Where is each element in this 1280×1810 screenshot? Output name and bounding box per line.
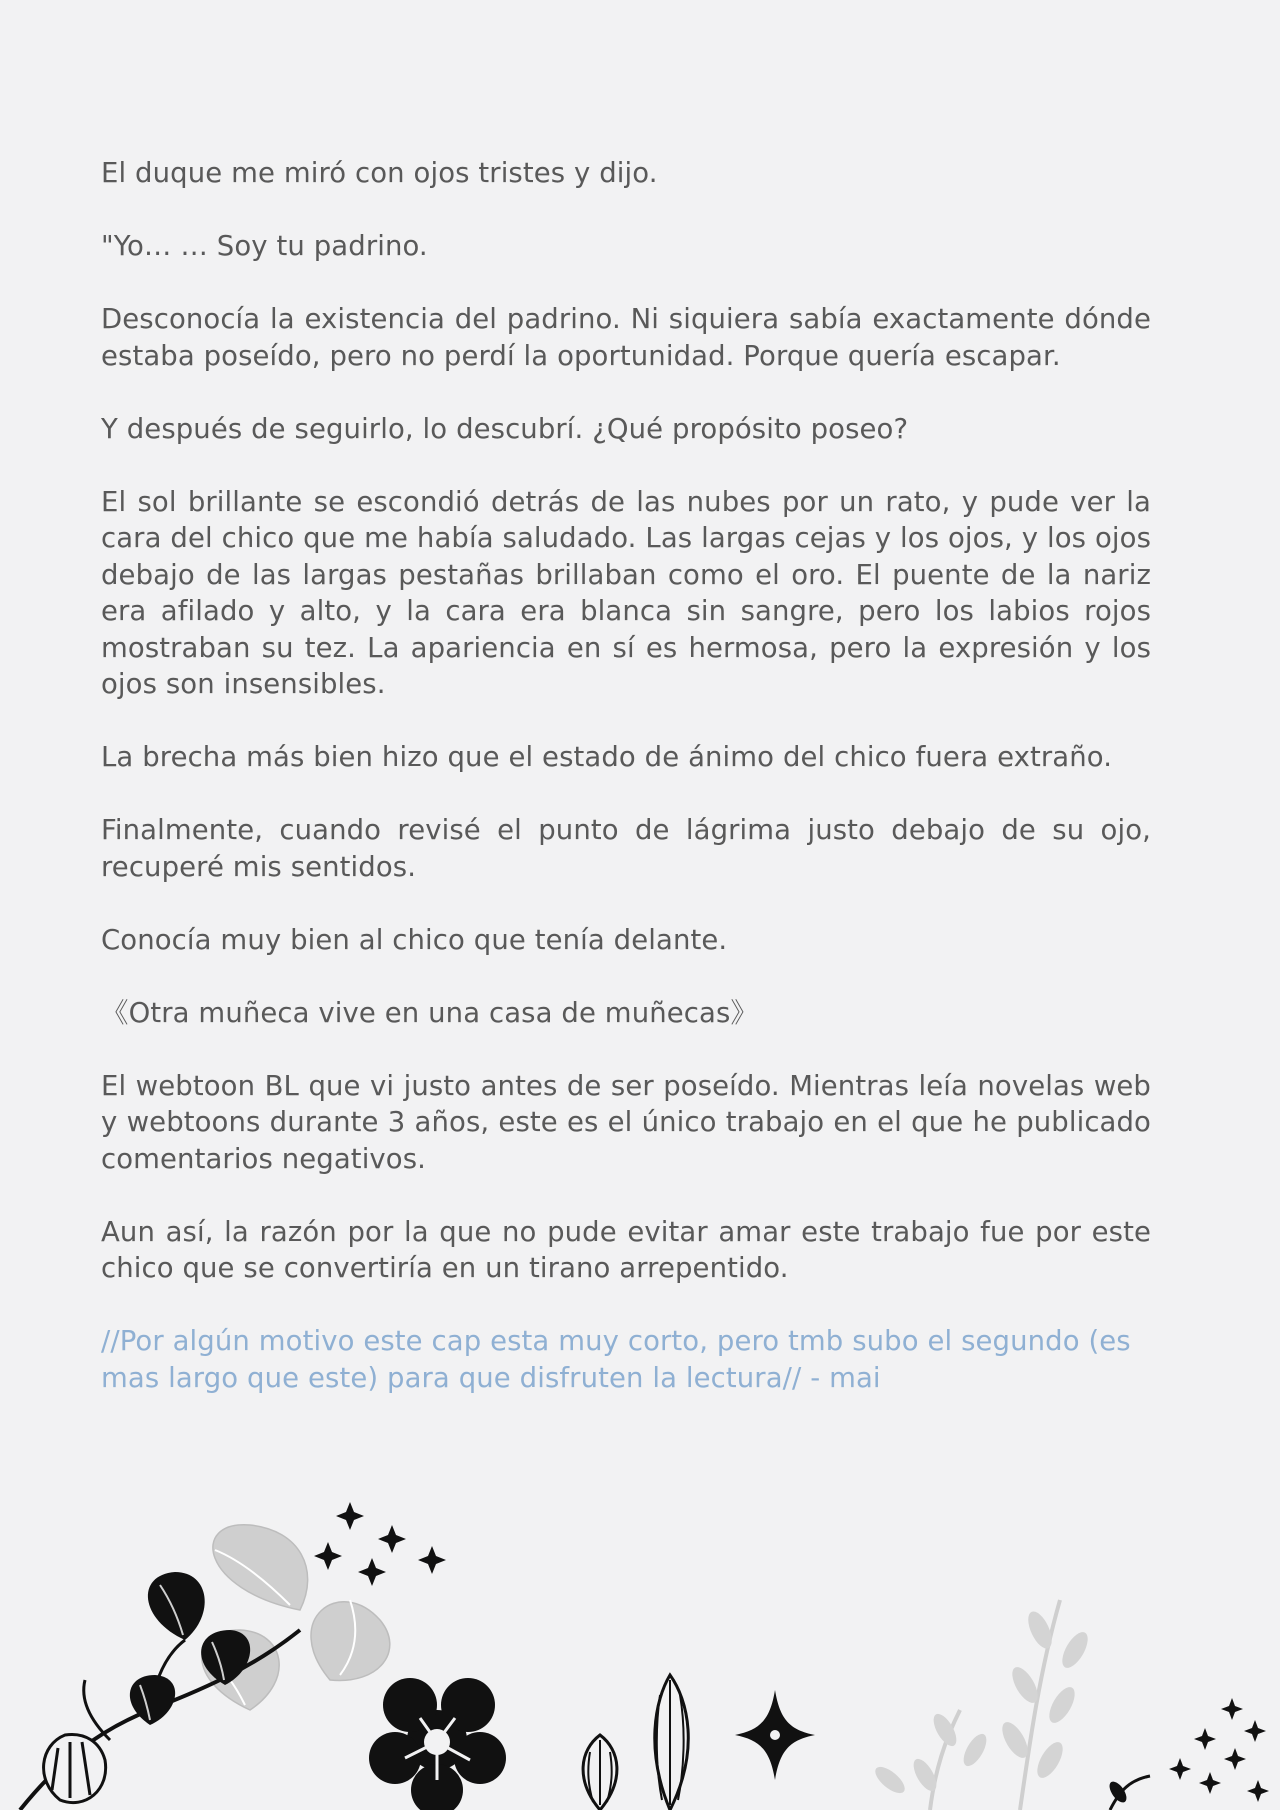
- paragraph-1: El duque me miró con ojos tristes y dijo.: [101, 157, 658, 189]
- paragraph-5: El sol brillante se escondió detrás de las nubes por un rato, y pude ver la cara del chico que me había saludado. Las largas cejas y los ojos, y los ojos debajo de las largas pestañas brillaban como el oro. El puente de la nariz era afilado y alto, y la cara era blanca sin sangre, pero los labios rojos mostraban su tez. La apariencia en sí es hermosa, pero la expresión y los ojos son insensibles.: [101, 485, 1151, 700]
- paragraph-3: Desconocía la existencia del padrino. Ni siquiera sabía exactamente dónde estaba poseído, pero no perdí la oportunidad. Porque quería escapar.: [101, 303, 1151, 372]
- paragraph-6: La brecha más bien hizo que el estado de ánimo del chico fuera extraño.: [101, 741, 1113, 773]
- paragraph-7: Finalmente, cuando revisé el punto de lágrima justo debajo de su ojo, recuperé mis sentidos.: [101, 814, 1151, 883]
- floral-ornament-icon: [0, 1480, 1280, 1810]
- paragraph-8: Conocía muy bien al chico que tenía delante.: [101, 923, 728, 956]
- translator-note: //Por algún motivo este cap esta muy corto, pero tmb subo el segundo (es mas largo que este) para que disfruten la lectura// - mai: [101, 1325, 1131, 1394]
- webtoon-title: 《Otra muñeca vive en una casa de muñecas》: [101, 996, 758, 1029]
- paragraph-4: Y después de seguirlo, lo descubrí. ¿Qué propósito poseo?: [101, 412, 909, 445]
- paragraph-11: Aun así, la razón por la que no pude evitar amar este trabajo fue por este chico que se convertiría en un tirano arrepentido.: [101, 1215, 1151, 1284]
- paragraph-2: "Yo… … Soy tu padrino.: [101, 230, 428, 262]
- paragraph-10: El webtoon BL que vi justo antes de ser poseído. Mientras leía novelas web y webtoons durante 3 años, este es el único trabajo en el que he publicado comentarios negativos.: [101, 1069, 1151, 1175]
- chapter-text: [101, 155, 1151, 1433]
